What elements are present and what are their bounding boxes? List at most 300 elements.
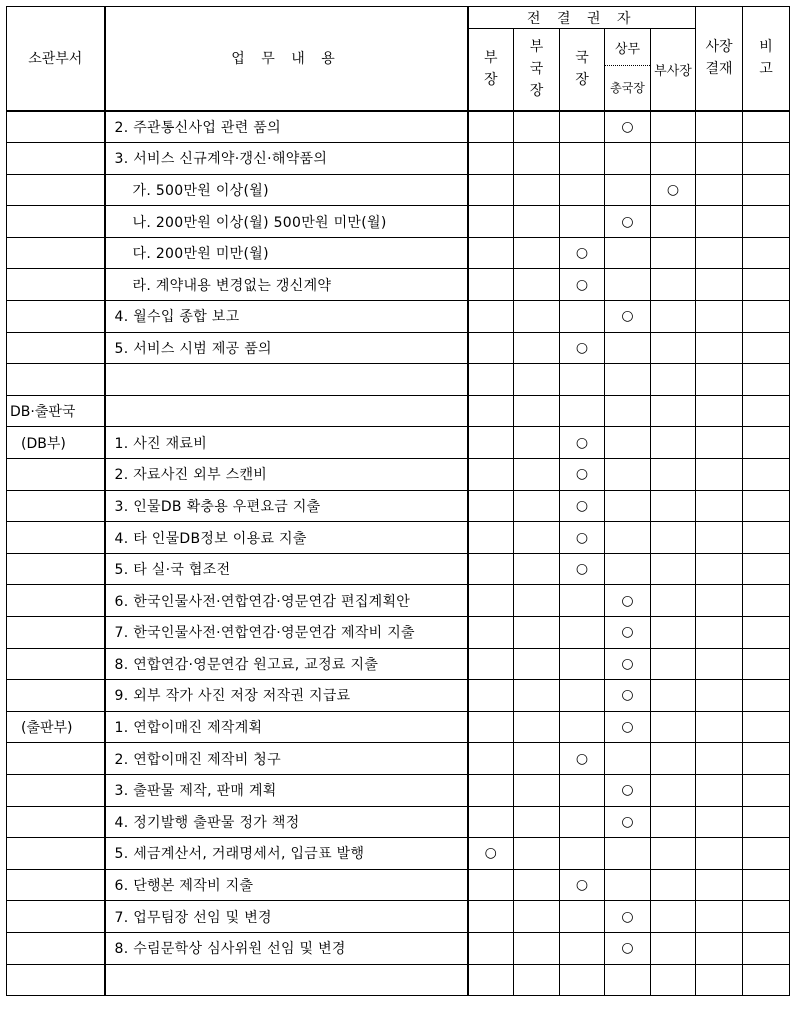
approval-cell-busajang bbox=[651, 806, 696, 838]
approval-cell-bugukjang bbox=[514, 680, 560, 712]
approval-cell-busajang bbox=[651, 395, 696, 427]
dept-cell bbox=[7, 553, 105, 585]
table-row bbox=[7, 427, 790, 459]
approval-cell-bigo bbox=[743, 585, 790, 617]
approval-cell-busajang bbox=[651, 617, 696, 649]
approval-cell-sajang bbox=[696, 427, 743, 459]
approval-cell-bugukjang bbox=[514, 648, 560, 680]
header-bigo-line1: 비 bbox=[759, 39, 773, 56]
dept-cell bbox=[7, 490, 105, 522]
table-row bbox=[7, 459, 790, 491]
table-row bbox=[7, 774, 790, 806]
approval-cell-sangmu bbox=[605, 553, 651, 585]
approval-cell-gukjang bbox=[560, 585, 605, 617]
approval-mark: ○ bbox=[621, 687, 634, 704]
approval-cell-bigo bbox=[743, 932, 790, 964]
dept-cell bbox=[7, 774, 105, 806]
approval-mark: ○ bbox=[621, 213, 634, 230]
approval-cell-bugukjang bbox=[514, 932, 560, 964]
approval-cell-bujang bbox=[468, 648, 514, 680]
approval-cell-bujang bbox=[468, 143, 514, 175]
approval-cell-gukjang bbox=[560, 806, 605, 838]
approval-cell-bugukjang bbox=[514, 111, 560, 143]
approval-cell-sajang bbox=[696, 301, 743, 333]
approval-cell-sangmu bbox=[605, 269, 651, 301]
table-row bbox=[7, 869, 790, 901]
approval-cell-sajang bbox=[696, 206, 743, 238]
approval-cell-sangmu bbox=[605, 206, 651, 238]
task-cell: 3. 출판물 제작, 판매 계획 bbox=[105, 774, 468, 806]
approval-cell-gukjang bbox=[560, 522, 605, 554]
approval-cell-bujang bbox=[468, 364, 514, 396]
approval-cell-gukjang bbox=[560, 111, 605, 143]
approval-cell-bugukjang bbox=[514, 332, 560, 364]
approval-cell-busajang bbox=[651, 585, 696, 617]
approval-cell-sangmu bbox=[605, 395, 651, 427]
approval-cell-bigo bbox=[743, 237, 790, 269]
approval-cell-sangmu bbox=[605, 522, 651, 554]
approval-cell-sangmu bbox=[605, 427, 651, 459]
approval-mark: ○ bbox=[575, 245, 589, 262]
approval-cell-sajang bbox=[696, 553, 743, 585]
approval-cell-sangmu bbox=[605, 364, 651, 396]
approval-cell-busajang bbox=[651, 111, 696, 143]
approval-cell-busajang bbox=[651, 964, 696, 996]
task-cell: 5. 타 실·국 협조전 bbox=[105, 553, 468, 585]
header-bugukjang-line2: 국 bbox=[529, 61, 544, 78]
task-cell: 8. 수림문학상 심사위원 선임 및 변경 bbox=[105, 932, 468, 964]
table-row bbox=[7, 111, 790, 143]
approval-mark: ○ bbox=[621, 813, 634, 830]
approval-cell-bugukjang bbox=[514, 174, 560, 206]
approval-cell-busajang bbox=[651, 269, 696, 301]
table-row bbox=[7, 838, 790, 870]
table-row bbox=[7, 143, 790, 175]
approval-cell-sangmu bbox=[605, 869, 651, 901]
dept-cell bbox=[7, 269, 105, 301]
approval-cell-sajang bbox=[696, 111, 743, 143]
header-bigo-line2: 고 bbox=[759, 61, 773, 78]
dept-cell bbox=[7, 585, 105, 617]
dept-cell bbox=[7, 237, 105, 269]
dept-cell bbox=[7, 111, 105, 143]
approval-cell-bujang bbox=[468, 395, 514, 427]
approval-cell-bujang bbox=[468, 869, 514, 901]
approval-cell-gukjang bbox=[560, 901, 605, 933]
approval-cell-gukjang bbox=[560, 174, 605, 206]
approval-cell-sajang bbox=[696, 174, 743, 206]
approval-cell-bujang bbox=[468, 838, 514, 870]
approval-cell-busajang bbox=[651, 711, 696, 743]
task-cell: 9. 외부 작가 사진 저장 저작권 지급료 bbox=[105, 680, 468, 712]
approval-cell-bugukjang bbox=[514, 206, 560, 238]
approval-cell-bigo bbox=[743, 838, 790, 870]
approval-cell-bigo bbox=[743, 332, 790, 364]
approval-cell-gukjang bbox=[560, 427, 605, 459]
approval-cell-busajang bbox=[651, 237, 696, 269]
header-gukjang-line2: 장 bbox=[575, 72, 589, 89]
approval-cell-bugukjang bbox=[514, 806, 560, 838]
table-row bbox=[7, 680, 790, 712]
approval-cell-busajang bbox=[651, 490, 696, 522]
dept-cell bbox=[7, 301, 105, 333]
approval-cell-gukjang bbox=[560, 869, 605, 901]
approval-cell-bigo bbox=[743, 522, 790, 554]
approval-cell-bugukjang bbox=[514, 395, 560, 427]
approval-cell-sangmu bbox=[605, 174, 651, 206]
task-cell: 6. 단행본 제작비 지출 bbox=[105, 869, 468, 901]
approval-cell-gukjang bbox=[560, 774, 605, 806]
approval-cell-bigo bbox=[743, 395, 790, 427]
header-bugukjang-line3: 장 bbox=[529, 83, 544, 100]
task-cell: 3. 서비스 신규계약·갱신·해약품의 bbox=[105, 143, 468, 175]
header-bujang-line2: 장 bbox=[483, 72, 498, 89]
approval-cell-busajang bbox=[651, 332, 696, 364]
approval-cell-bugukjang bbox=[514, 838, 560, 870]
table-row bbox=[7, 522, 790, 554]
approval-cell-bigo bbox=[743, 364, 790, 396]
approval-cell-bujang bbox=[468, 459, 514, 491]
task-cell: 5. 세금계산서, 거래명세서, 입금표 발행 bbox=[105, 838, 468, 870]
task-cell: 1. 연합이매진 제작계획 bbox=[105, 711, 468, 743]
approval-cell-busajang bbox=[651, 869, 696, 901]
approval-cell-gukjang bbox=[560, 932, 605, 964]
approval-cell-bigo bbox=[743, 111, 790, 143]
approval-cell-bugukjang bbox=[514, 743, 560, 775]
task-cell: 8. 연합연감·영문연감 원고료, 교정료 지출 bbox=[105, 648, 468, 680]
approval-cell-bugukjang bbox=[514, 617, 560, 649]
approval-cell-bugukjang bbox=[514, 237, 560, 269]
approval-cell-sajang bbox=[696, 838, 743, 870]
approval-cell-busajang bbox=[651, 143, 696, 175]
dept-cell bbox=[7, 964, 105, 996]
header-row-1 bbox=[7, 7, 790, 29]
approval-cell-sangmu bbox=[605, 111, 651, 143]
approval-cell-busajang bbox=[651, 901, 696, 933]
approval-mark: ○ bbox=[575, 276, 589, 293]
approval-cell-bugukjang bbox=[514, 301, 560, 333]
approval-cell-sajang bbox=[696, 459, 743, 491]
approval-cell-sajang bbox=[696, 490, 743, 522]
approval-cell-bigo bbox=[743, 711, 790, 743]
approval-cell-gukjang bbox=[560, 395, 605, 427]
approval-authority-table bbox=[6, 6, 790, 996]
table-body bbox=[7, 111, 790, 996]
approval-cell-sajang bbox=[696, 648, 743, 680]
approval-cell-bugukjang bbox=[514, 869, 560, 901]
dept-cell bbox=[7, 174, 105, 206]
approval-cell-bujang bbox=[468, 553, 514, 585]
header-sajang-line1: 사장 bbox=[705, 39, 733, 56]
header-bugukjang bbox=[514, 29, 560, 111]
header-bujang-line1: 부 bbox=[483, 50, 498, 67]
approval-cell-bugukjang bbox=[514, 774, 560, 806]
table-row bbox=[7, 932, 790, 964]
approval-cell-bigo bbox=[743, 901, 790, 933]
approval-cell-sajang bbox=[696, 711, 743, 743]
header-content: 업 무 내 용 bbox=[105, 7, 468, 111]
approval-cell-sangmu bbox=[605, 711, 651, 743]
approval-cell-bigo bbox=[743, 743, 790, 775]
table-row bbox=[7, 617, 790, 649]
approval-cell-bujang bbox=[468, 427, 514, 459]
task-cell: 3. 인물DB 확충용 우편요금 지출 bbox=[105, 490, 468, 522]
task-cell: 7. 한국인물사전·연합연감·영문연감 제작비 지출 bbox=[105, 617, 468, 649]
dept-cell bbox=[7, 901, 105, 933]
dept-cell bbox=[7, 932, 105, 964]
dept-cell bbox=[7, 364, 105, 396]
approval-cell-bujang bbox=[468, 301, 514, 333]
approval-cell-bujang bbox=[468, 111, 514, 143]
approval-cell-bujang bbox=[468, 964, 514, 996]
approval-cell-busajang bbox=[651, 838, 696, 870]
table-row bbox=[7, 206, 790, 238]
approval-cell-sangmu bbox=[605, 237, 651, 269]
approval-cell-bugukjang bbox=[514, 269, 560, 301]
approval-mark: ○ bbox=[575, 434, 589, 451]
approval-mark: ○ bbox=[575, 497, 589, 514]
approval-cell-bujang bbox=[468, 332, 514, 364]
table-row bbox=[7, 237, 790, 269]
table-row bbox=[7, 901, 790, 933]
approval-cell-gukjang bbox=[560, 490, 605, 522]
table-row bbox=[7, 711, 790, 743]
table-row bbox=[7, 553, 790, 585]
task-cell: 4. 타 인물DB정보 이용료 지출 bbox=[105, 522, 468, 554]
approval-mark: ○ bbox=[575, 877, 589, 894]
approval-mark: ○ bbox=[621, 782, 634, 799]
task-cell bbox=[105, 964, 468, 996]
task-cell: 5. 서비스 시범 제공 품의 bbox=[105, 332, 468, 364]
approval-cell-sajang bbox=[696, 901, 743, 933]
approval-mark: ○ bbox=[575, 529, 589, 546]
approval-cell-bujang bbox=[468, 711, 514, 743]
dept-cell bbox=[7, 869, 105, 901]
table-row bbox=[7, 301, 790, 333]
dept-cell bbox=[7, 680, 105, 712]
approval-cell-sangmu bbox=[605, 332, 651, 364]
approval-cell-sangmu bbox=[605, 743, 651, 775]
approval-cell-gukjang bbox=[560, 711, 605, 743]
approval-cell-bujang bbox=[468, 585, 514, 617]
approval-cell-busajang bbox=[651, 553, 696, 585]
approval-cell-bugukjang bbox=[514, 585, 560, 617]
approval-mark: ○ bbox=[621, 655, 634, 672]
approval-cell-gukjang bbox=[560, 553, 605, 585]
approval-cell-sangmu bbox=[605, 806, 651, 838]
approval-cell-sajang bbox=[696, 806, 743, 838]
approval-cell-sajang bbox=[696, 522, 743, 554]
approval-cell-busajang bbox=[651, 680, 696, 712]
approval-cell-sajang bbox=[696, 585, 743, 617]
approval-cell-bujang bbox=[468, 901, 514, 933]
dept-cell: (출판부) bbox=[7, 711, 105, 743]
approval-cell-gukjang bbox=[560, 237, 605, 269]
approval-cell-gukjang bbox=[560, 680, 605, 712]
approval-cell-bigo bbox=[743, 553, 790, 585]
approval-cell-bugukjang bbox=[514, 964, 560, 996]
dept-cell: DB·출판국 bbox=[7, 395, 105, 427]
approval-cell-busajang bbox=[651, 648, 696, 680]
approval-cell-sangmu bbox=[605, 964, 651, 996]
header-gukjang bbox=[560, 29, 605, 111]
approval-cell-gukjang bbox=[560, 206, 605, 238]
header-sajang-line2: 결재 bbox=[705, 61, 733, 78]
approval-cell-bujang bbox=[468, 743, 514, 775]
dept-cell: (DB부) bbox=[7, 427, 105, 459]
approval-cell-sajang bbox=[696, 680, 743, 712]
approval-cell-sajang bbox=[696, 143, 743, 175]
approval-cell-sajang bbox=[696, 964, 743, 996]
task-cell: 2. 자료사진 외부 스캔비 bbox=[105, 459, 468, 491]
table-row bbox=[7, 743, 790, 775]
approval-cell-gukjang bbox=[560, 459, 605, 491]
approval-mark: ○ bbox=[575, 561, 589, 578]
table-row bbox=[7, 964, 790, 996]
approval-cell-bujang bbox=[468, 680, 514, 712]
table-row bbox=[7, 332, 790, 364]
approval-mark: ○ bbox=[621, 624, 634, 641]
table-row bbox=[7, 364, 790, 396]
approval-cell-busajang bbox=[651, 459, 696, 491]
approval-cell-bigo bbox=[743, 774, 790, 806]
task-cell: 가. 500만원 이상(월) bbox=[105, 174, 468, 206]
header-sangmu: 상무 bbox=[605, 29, 650, 66]
approval-cell-bugukjang bbox=[514, 522, 560, 554]
approval-cell-bugukjang bbox=[514, 427, 560, 459]
approval-cell-bigo bbox=[743, 648, 790, 680]
approval-cell-bigo bbox=[743, 301, 790, 333]
approval-cell-sangmu bbox=[605, 932, 651, 964]
approval-cell-gukjang bbox=[560, 838, 605, 870]
approval-cell-bujang bbox=[468, 522, 514, 554]
dept-cell bbox=[7, 743, 105, 775]
approval-cell-sajang bbox=[696, 269, 743, 301]
approval-cell-busajang bbox=[651, 174, 696, 206]
approval-cell-bujang bbox=[468, 237, 514, 269]
dept-cell bbox=[7, 838, 105, 870]
approval-cell-gukjang bbox=[560, 617, 605, 649]
approval-mark: ○ bbox=[621, 592, 634, 609]
approval-cell-bigo bbox=[743, 459, 790, 491]
task-cell: 6. 한국인물사전·연합연감·영문연감 편집계획안 bbox=[105, 585, 468, 617]
approval-mark: ○ bbox=[575, 466, 589, 483]
approval-cell-sangmu bbox=[605, 680, 651, 712]
approval-mark: ○ bbox=[621, 719, 634, 736]
approval-cell-gukjang bbox=[560, 743, 605, 775]
approval-cell-sangmu bbox=[605, 490, 651, 522]
approval-cell-busajang bbox=[651, 743, 696, 775]
task-cell: 나. 200만원 이상(월) 500만원 미만(월) bbox=[105, 206, 468, 238]
approval-cell-gukjang bbox=[560, 648, 605, 680]
header-sangmu-chonggukjang bbox=[605, 29, 651, 111]
approval-cell-sangmu bbox=[605, 585, 651, 617]
approval-cell-bigo bbox=[743, 269, 790, 301]
approval-cell-sajang bbox=[696, 395, 743, 427]
approval-cell-gukjang bbox=[560, 364, 605, 396]
header-busajang: 부사장 bbox=[651, 29, 696, 111]
approval-cell-busajang bbox=[651, 932, 696, 964]
approval-cell-bigo bbox=[743, 490, 790, 522]
approval-cell-bujang bbox=[468, 174, 514, 206]
approval-cell-bigo bbox=[743, 806, 790, 838]
approval-mark: ○ bbox=[621, 940, 634, 957]
header-approver-group: 전 결 권 자 bbox=[468, 7, 696, 29]
approval-mark: ○ bbox=[484, 845, 497, 862]
approval-cell-sangmu bbox=[605, 774, 651, 806]
header-bigo bbox=[743, 7, 790, 111]
approval-cell-bigo bbox=[743, 964, 790, 996]
header-gukjang-line1: 국 bbox=[575, 50, 589, 67]
task-cell: 7. 업무팀장 선임 및 변경 bbox=[105, 901, 468, 933]
table-row bbox=[7, 648, 790, 680]
task-cell: 2. 연합이매진 제작비 청구 bbox=[105, 743, 468, 775]
approval-mark: ○ bbox=[621, 118, 634, 135]
approval-cell-bigo bbox=[743, 427, 790, 459]
header-bugukjang-line1: 부 bbox=[529, 39, 544, 56]
approval-cell-bugukjang bbox=[514, 711, 560, 743]
approval-cell-sangmu bbox=[605, 648, 651, 680]
approval-cell-sangmu bbox=[605, 901, 651, 933]
dept-cell bbox=[7, 206, 105, 238]
approval-cell-bujang bbox=[468, 774, 514, 806]
task-cell: 다. 200만원 미만(월) bbox=[105, 237, 468, 269]
approval-cell-gukjang bbox=[560, 964, 605, 996]
approval-cell-bigo bbox=[743, 869, 790, 901]
approval-cell-bugukjang bbox=[514, 553, 560, 585]
approval-cell-sajang bbox=[696, 332, 743, 364]
approval-cell-bugukjang bbox=[514, 901, 560, 933]
table-row bbox=[7, 490, 790, 522]
table-row bbox=[7, 806, 790, 838]
approval-mark: ○ bbox=[575, 339, 589, 356]
dept-cell bbox=[7, 522, 105, 554]
task-cell: 4. 월수입 종합 보고 bbox=[105, 301, 468, 333]
table-row bbox=[7, 585, 790, 617]
approval-mark: ○ bbox=[666, 181, 680, 198]
approval-cell-sajang bbox=[696, 364, 743, 396]
header-chonggukjang: 총국장 bbox=[610, 80, 645, 95]
approval-cell-bujang bbox=[468, 932, 514, 964]
approval-cell-bigo bbox=[743, 680, 790, 712]
approval-cell-bujang bbox=[468, 806, 514, 838]
task-cell: 2. 주관통신사업 관련 품의 bbox=[105, 111, 468, 143]
approval-cell-busajang bbox=[651, 301, 696, 333]
approval-cell-bugukjang bbox=[514, 143, 560, 175]
task-cell: 1. 사진 재료비 bbox=[105, 427, 468, 459]
task-cell bbox=[105, 395, 468, 427]
approval-cell-bigo bbox=[743, 617, 790, 649]
approval-cell-bujang bbox=[468, 269, 514, 301]
approval-cell-busajang bbox=[651, 427, 696, 459]
approval-mark: ○ bbox=[621, 308, 634, 325]
task-cell: 라. 계약내용 변경없는 갱신계약 bbox=[105, 269, 468, 301]
header-dept: 소관부서 bbox=[7, 7, 105, 111]
approval-cell-gukjang bbox=[560, 269, 605, 301]
approval-cell-sangmu bbox=[605, 617, 651, 649]
approval-cell-bujang bbox=[468, 490, 514, 522]
task-cell bbox=[105, 364, 468, 396]
approval-cell-sangmu bbox=[605, 459, 651, 491]
dept-cell bbox=[7, 332, 105, 364]
header-bujang bbox=[468, 29, 514, 111]
approval-cell-busajang bbox=[651, 206, 696, 238]
approval-cell-gukjang bbox=[560, 143, 605, 175]
task-cell: 4. 정기발행 출판물 정가 책정 bbox=[105, 806, 468, 838]
table-row bbox=[7, 174, 790, 206]
table-row bbox=[7, 269, 790, 301]
approval-cell-bugukjang bbox=[514, 364, 560, 396]
